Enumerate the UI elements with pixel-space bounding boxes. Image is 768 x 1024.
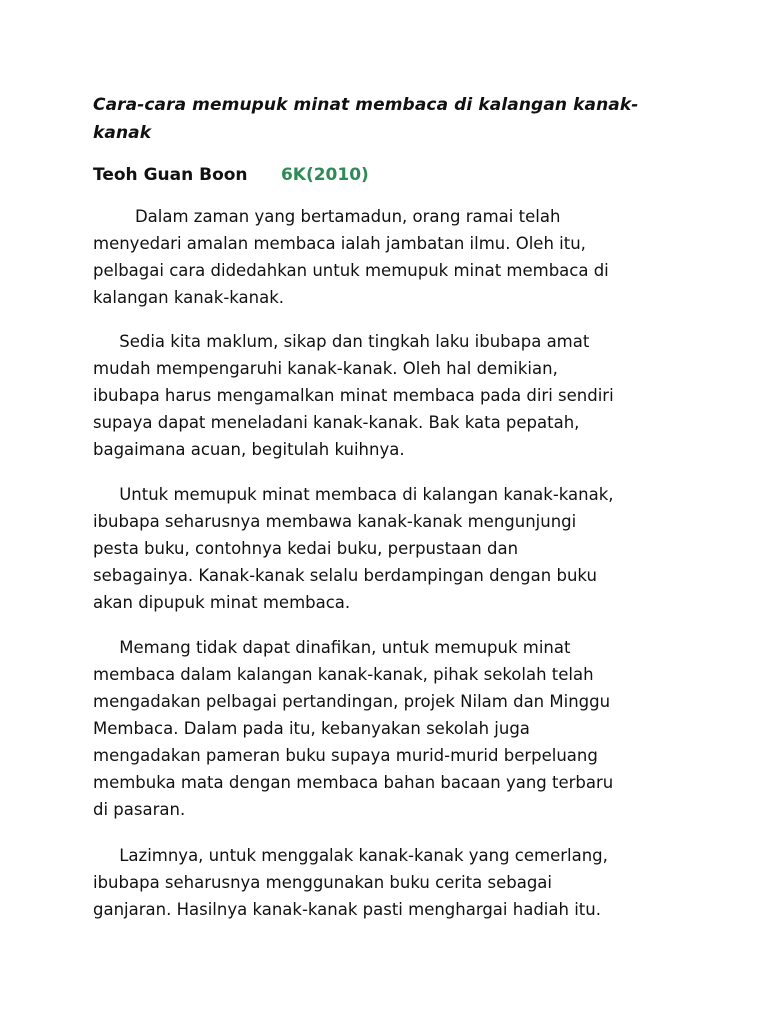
paragraph-line: Untuk memupuk minat membaca di kalangan kanak-kanak,: [93, 485, 614, 504]
paragraph-line: ganjaran. Hasilnya kanak-kanak pasti menghargai hadiah itu.: [93, 900, 601, 919]
paragraph-line: pesta buku, contohnya kedai buku, perpustaan dan: [93, 539, 519, 558]
paragraph-line: ibubapa harus mengamalkan minat membaca pada diri sendiri: [93, 386, 614, 405]
paragraph-line: membaca dalam kalangan kanak-kanak, pihak sekolah telah: [93, 665, 594, 684]
paragraph-line: ibubapa seharusnya membawa kanak-kanak mengunjungi: [93, 512, 577, 531]
paragraph-line: ibubapa seharusnya menggunakan buku cerita sebagai: [93, 873, 552, 892]
author-line: [93, 161, 369, 189]
paragraph-line: bagaimana acuan, begitulah kuihnya.: [93, 440, 405, 459]
paragraph-line: Membaca. Dalam pada itu, kebanyakan sekolah juga: [93, 719, 530, 738]
paragraph-line: Lazimnya, untuk menggalak kanak-kanak yang cemerlang,: [93, 846, 608, 865]
paragraph: [93, 203, 683, 311]
document-title: [93, 91, 673, 147]
paragraph: [93, 328, 683, 463]
paragraph-line: akan dipupuk minat membaca.: [93, 593, 351, 612]
paragraph-line: kalangan kanak-kanak.: [93, 288, 285, 307]
author-name: Teoh Guan Boon: [93, 165, 248, 185]
title-line: Cara-cara memupuk minat membaca di kalangan kanak-: [93, 95, 639, 115]
paragraph-line: menyedari amalan membaca ialah jambatan ilmu. Oleh itu,: [93, 234, 586, 253]
paragraph-line: supaya dapat meneladani kanak-kanak. Bak kata pepatah,: [93, 413, 580, 432]
paragraph-line: mengadakan pameran buku supaya murid-murid berpeluang: [93, 746, 598, 765]
paragraph-line: mudah mempengaruhi kanak-kanak. Oleh hal demikian,: [93, 359, 558, 378]
paragraph-line: pelbagai cara didedahkan untuk memupuk minat membaca di: [93, 261, 609, 280]
paragraph-line: Memang tidak dapat dinafikan, untuk memupuk minat: [93, 638, 571, 657]
paragraph-line: di pasaran.: [93, 800, 186, 819]
paragraph-line: membuka mata dengan membaca bahan bacaan yang terbaru: [93, 773, 614, 792]
title-line: kanak: [93, 123, 152, 143]
paragraph-line: Sedia kita maklum, sikap dan tingkah laku ibubapa amat: [93, 332, 590, 351]
paragraph-line: Dalam zaman yang bertamadun, orang ramai telah: [93, 207, 561, 226]
paragraph-line: mengadakan pelbagai pertandingan, projek Nilam dan Minggu: [93, 692, 611, 711]
class-label: 6K(2010): [280, 165, 369, 185]
paragraph: [93, 634, 683, 823]
paragraph: [93, 481, 683, 616]
paragraph: [93, 842, 683, 923]
paragraph-line: sebagainya. Kanak-kanak selalu berdampingan dengan buku: [93, 566, 597, 585]
